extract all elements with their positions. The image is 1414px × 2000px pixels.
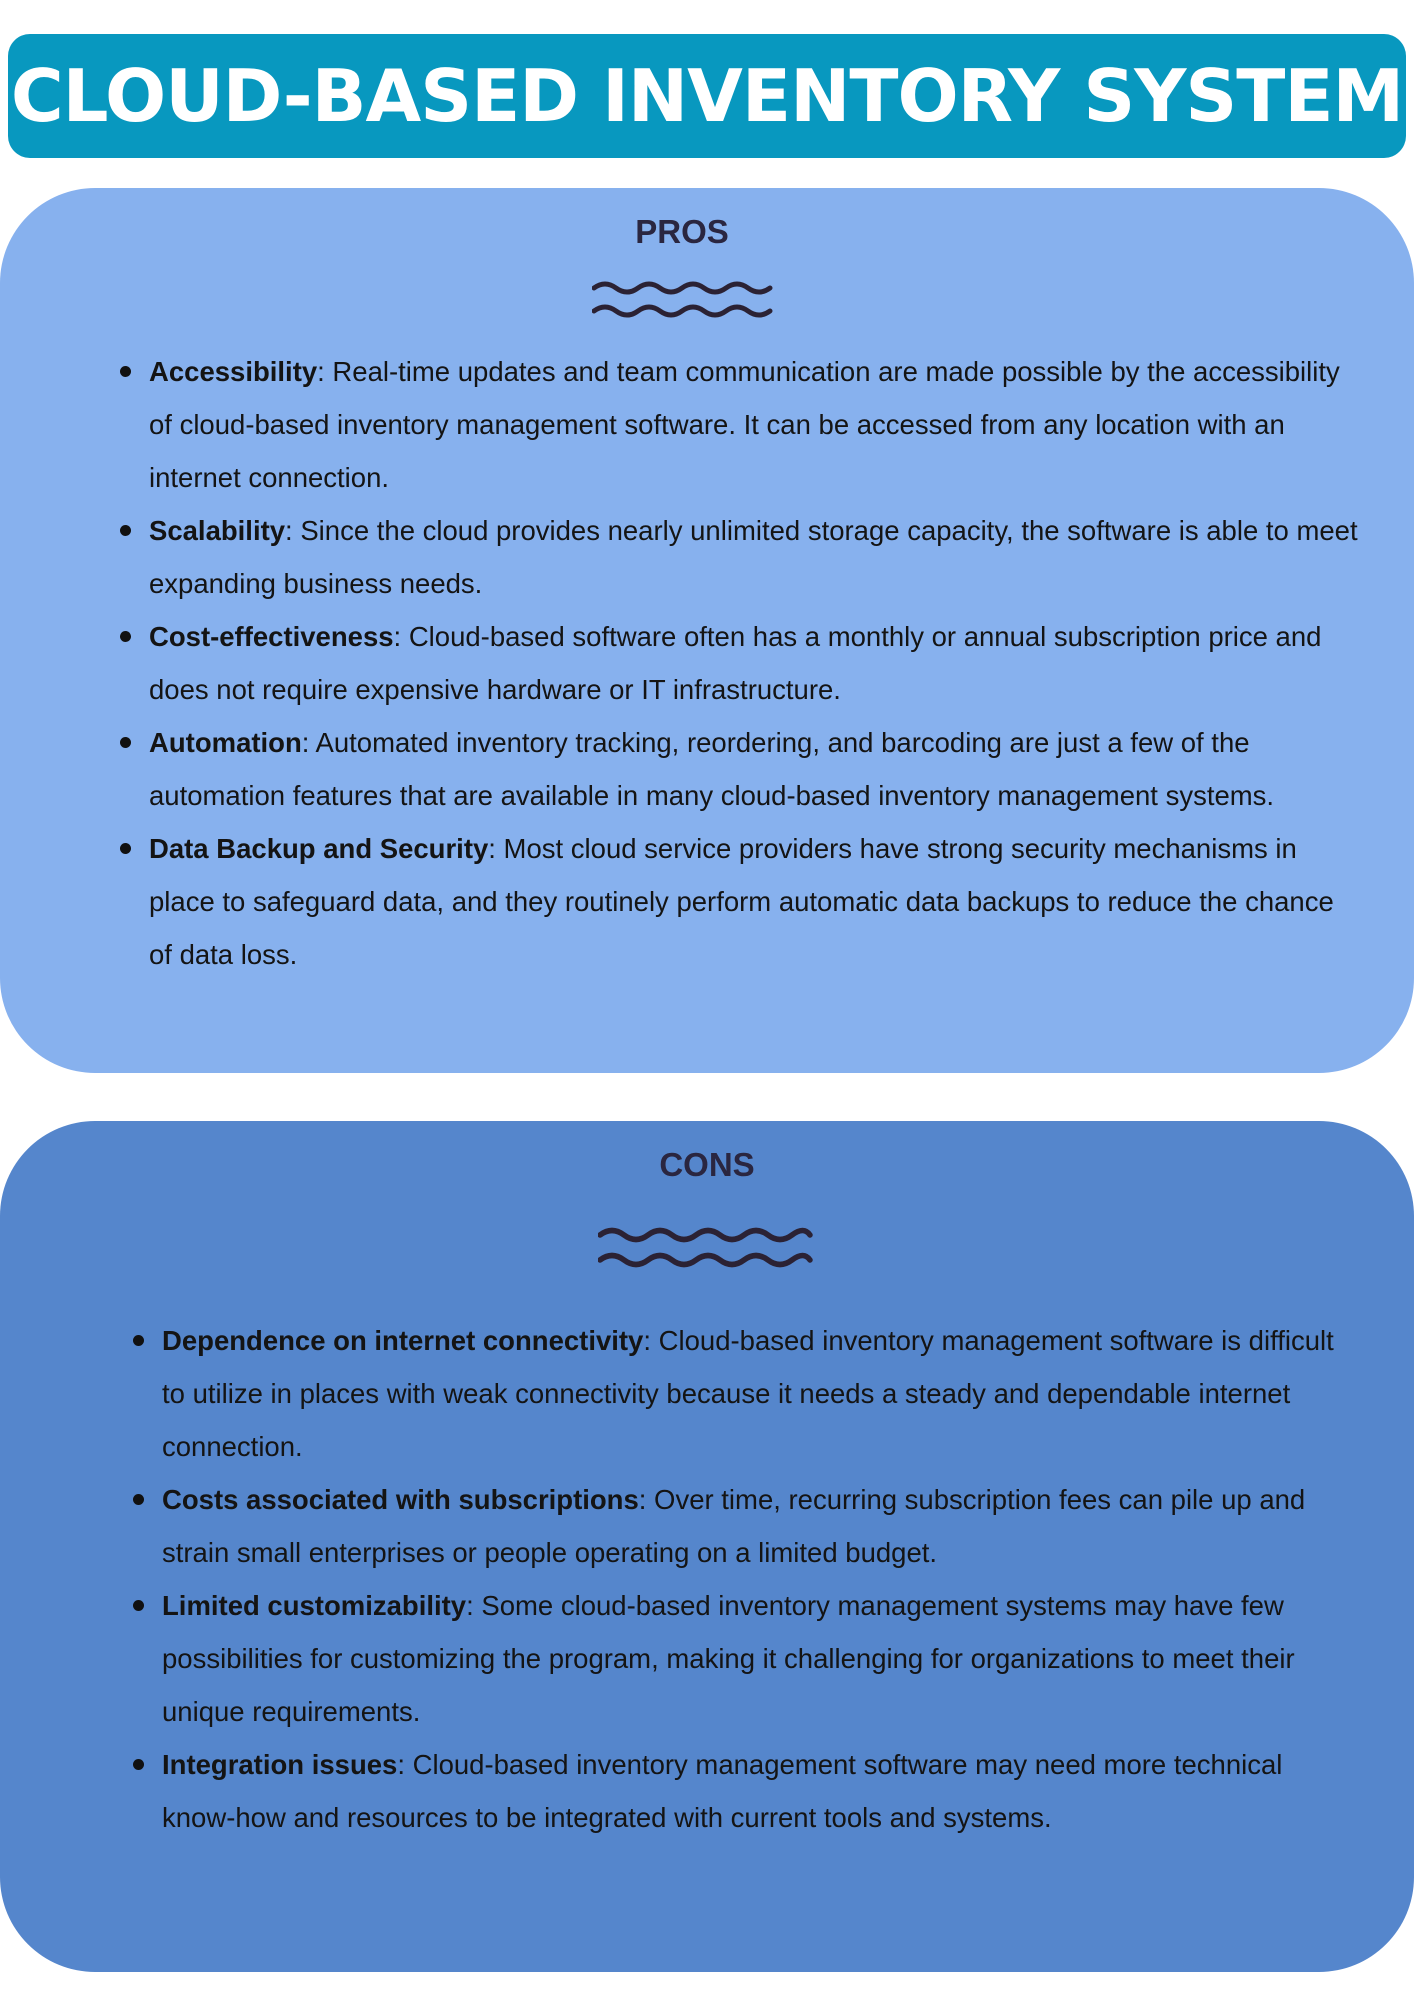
bullet-icon (133, 1600, 144, 1611)
bullet-icon (120, 631, 131, 642)
item-text: : Cloud-based software often has a monthly or annual subscription price and does not require expensive hardware or IT infrastructure. (149, 621, 1322, 705)
list-item (162, 1314, 1362, 1473)
cons-panel (0, 1121, 1414, 1972)
item-text: : Most cloud service providers have strong security mechanisms in place to safeguard data, and they routinely perform automatic data backups to reduce the chance of data loss. (149, 833, 1334, 970)
bullet-icon (120, 525, 131, 536)
item-term: Costs associated with subscriptions (162, 1484, 639, 1515)
title-banner (8, 34, 1406, 158)
list-item (162, 1738, 1362, 1844)
bullet-icon (120, 737, 131, 748)
pros-list (149, 345, 1359, 981)
item-term: Data Backup and Security (149, 833, 489, 864)
pros-heading: PROS (635, 213, 729, 250)
bullet-icon (120, 366, 131, 377)
bullet-icon (133, 1494, 144, 1505)
item-text: : Some cloud-based inventory management systems may have few possibilities for customizing the program, making it challenging for organizations to meet their unique requirements. (162, 1590, 1295, 1727)
item-term: Integration issues (162, 1749, 398, 1780)
item-term: Cost-effectiveness (149, 621, 394, 652)
list-item (149, 504, 1359, 610)
item-text: : Real-time updates and team communication are made possible by the accessibility of cloud-based inventory management software. It can be accessed from any location with an internet connection. (149, 356, 1340, 493)
list-item (149, 822, 1359, 981)
item-term: Automation (149, 727, 302, 758)
wave-divider-icon (592, 278, 774, 322)
cons-heading: CONS (659, 1146, 755, 1183)
list-item (162, 1579, 1362, 1738)
list-item (162, 1473, 1362, 1579)
cons-list (162, 1314, 1362, 1844)
bullet-icon (133, 1759, 144, 1770)
item-term: Limited customizability (162, 1590, 467, 1621)
item-text: : Since the cloud provides nearly unlimited storage capacity, the software is able to meet expanding business needs. (149, 515, 1358, 599)
item-term: Scalability (149, 515, 286, 546)
bullet-icon (120, 843, 131, 854)
item-text: : Over time, recurring subscription fees can pile up and strain small enterprises or people operating on a limited budget. (162, 1484, 1306, 1568)
item-term: Accessibility (149, 356, 318, 387)
page-title: CLOUD-BASED INVENTORY SYSTEM (10, 54, 1404, 138)
bullet-icon (133, 1335, 144, 1346)
item-text: : Cloud-based inventory management software is difficult to utilize in places with weak connectivity because it needs a steady and dependable internet connection. (162, 1325, 1334, 1462)
list-item (149, 345, 1359, 504)
item-text: : Cloud-based inventory management software may need more technical know-how and resources to be integrated with current tools and systems. (162, 1749, 1283, 1833)
item-text: : Automated inventory tracking, reordering, and barcoding are just a few of the automation features that are available in many cloud-based inventory management systems. (149, 727, 1275, 811)
wave-divider-icon (598, 1224, 814, 1272)
item-term: Dependence on internet connectivity (162, 1325, 644, 1356)
pros-panel (0, 188, 1414, 1073)
list-item (149, 716, 1359, 822)
list-item (149, 610, 1359, 716)
